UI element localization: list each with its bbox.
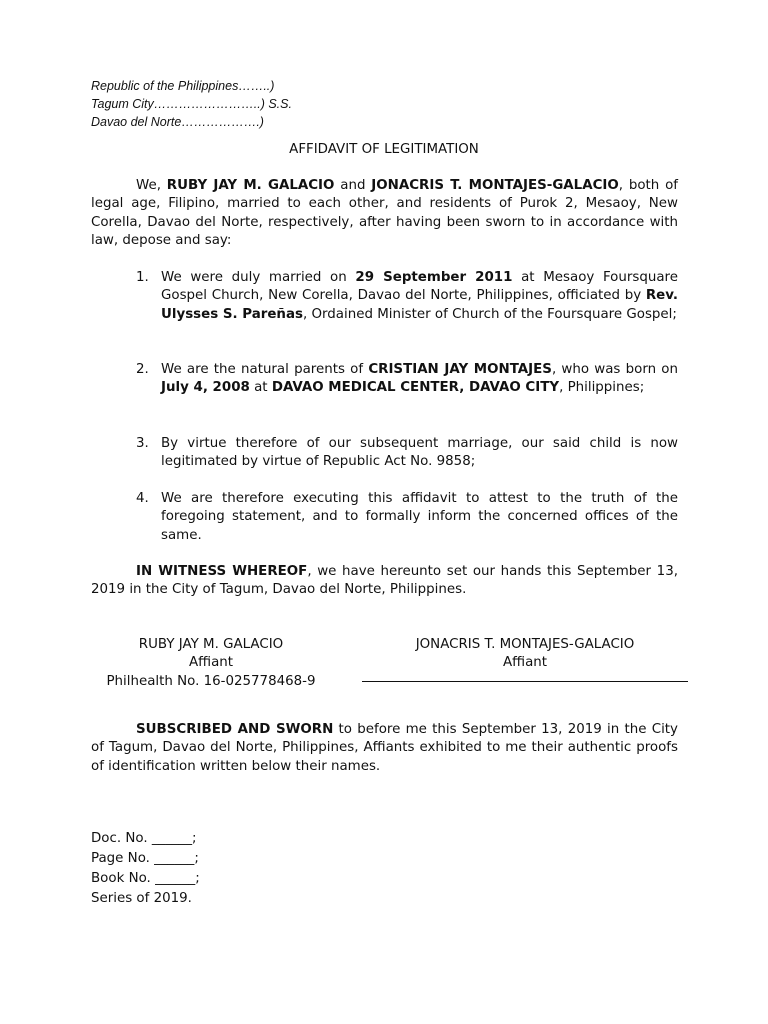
intro-text: We, xyxy=(136,178,167,193)
item-number: 1. xyxy=(136,270,149,285)
statement-item-3 xyxy=(136,435,678,472)
jurat-paragraph xyxy=(91,721,678,776)
item-body: By virtue therefore of our subsequent marriage, our said child is now legitimated by virtue of Republic Act No. 9858; xyxy=(161,436,678,470)
affiant-1-name: RUBY JAY M. GALACIO xyxy=(166,178,335,193)
statement-item-4 xyxy=(136,490,678,545)
signatory-role: Affiant xyxy=(188,655,234,671)
venue-line-province: Davao del Norte……………….) xyxy=(91,115,264,129)
intro-text: , both of legal age, Filipino, married to each other, and residents of Purok 2, Mesaoy, New Corella, Davao del Norte, respectively, after having been sworn to in accordance with law, depose and say: xyxy=(91,178,678,249)
venue-city-suffix: City……………………..) S.S. xyxy=(128,97,292,111)
affiant-2-name: JONACRIS T. MONTAJES-GALACIO xyxy=(371,178,619,193)
venue-city-name: Tagum xyxy=(91,97,129,111)
marriage-date: 29 September 2011 xyxy=(355,270,513,285)
page-number: Page No. ______; xyxy=(91,851,199,866)
child-name: CRISTIAN JAY MONTAJES xyxy=(368,362,552,377)
signature-block-affiant-2 xyxy=(362,636,688,673)
signatory-name: JONACRIS T. MONTAJES-GALACIO xyxy=(415,637,635,652)
item-text: We were duly married on xyxy=(161,270,356,285)
officiant-name: Rev. Ulysses S. Pareñas xyxy=(161,288,678,322)
item-number: 2. xyxy=(136,362,149,377)
book-number: Book No. ______; xyxy=(91,871,200,886)
signature-block-affiant-1 xyxy=(91,636,331,691)
signatory-role: Affiant xyxy=(502,655,548,671)
jurat-text: to before me this September 13, 2019 in the City of Tagum, Davao del Norte, Philippines, Affiants exhibited to me their authentic proofs of identification written below their names. xyxy=(91,722,678,774)
intro-text: and xyxy=(334,178,372,193)
item-text: We are the natural parents of xyxy=(161,362,369,377)
birth-place: DAVAO MEDICAL CENTER, DAVAO CITY xyxy=(271,380,560,396)
signatory-name: RUBY JAY M. GALACIO xyxy=(138,637,284,652)
witness-text: , we have hereunto set our hands this September 13, 2019 in the City of Tagum, Davao del Norte, Philippines. xyxy=(91,564,678,598)
venue-line-republic: Republic of the Philippines……..) xyxy=(91,79,275,93)
series-year: Series of 2019. xyxy=(91,891,192,906)
intro-paragraph xyxy=(91,177,678,251)
item-text: , who was born on xyxy=(551,362,678,377)
signature-line xyxy=(362,681,688,682)
item-text: , Philippines; xyxy=(559,380,645,396)
item-body xyxy=(161,269,678,324)
item-text: at Mesaoy Foursquare Gospel Church, New Corella, Davao del Norte, Philippines, officiated by xyxy=(161,270,678,304)
item-text: , Ordained Minister of Church of the Foursquare Gospel; xyxy=(302,306,677,322)
item-number: 3. xyxy=(136,436,149,451)
venue-line-city xyxy=(91,95,292,113)
birth-date: July 4, 2008 xyxy=(161,380,250,396)
witness-heading: IN WITNESS WHEREOF xyxy=(136,564,308,579)
item-body xyxy=(161,361,678,398)
item-number: 4. xyxy=(136,491,149,506)
item-text: at xyxy=(249,380,272,396)
signatory-id: Philhealth No. 16-025778468-9 xyxy=(106,673,316,689)
document-title: AFFIDAVIT OF LEGITIMATION xyxy=(289,142,479,157)
notarial-register xyxy=(91,829,200,909)
statement-item-1 xyxy=(136,269,678,324)
venue-block xyxy=(91,77,292,131)
witness-paragraph xyxy=(91,563,678,600)
item-body: We are therefore executing this affidavit to attest to the truth of the foregoing statement, and to formally inform the concerned offices of the same. xyxy=(161,491,678,543)
statement-item-2 xyxy=(136,361,678,398)
jurat-heading: SUBSCRIBED AND SWORN xyxy=(136,722,334,737)
doc-number: Doc. No. ______; xyxy=(91,831,197,846)
